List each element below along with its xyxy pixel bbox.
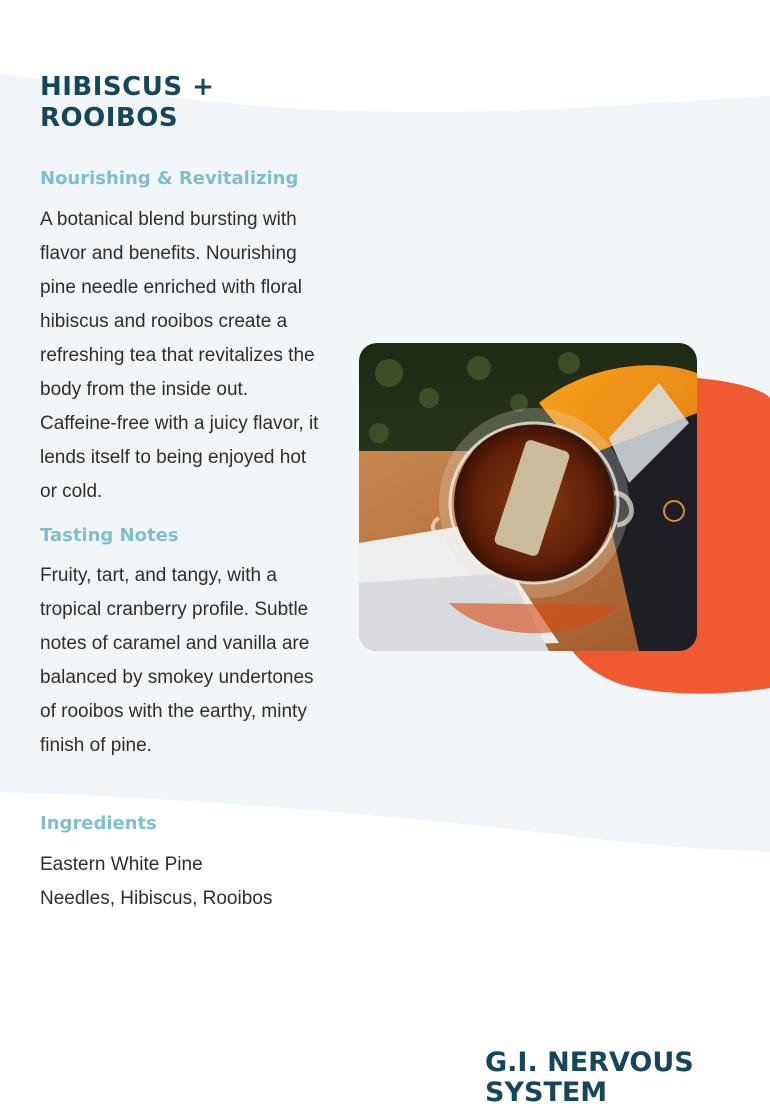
tasting-notes-text: Fruity, tart, and tangy, with a tropical cranberry profile. Subtle notes of caramel and vanilla are balanced by smokey undertones of rooibos with the earthy, minty finish of pine. [40, 565, 314, 756]
product-title: HIBISCUS + ROOIBOS [40, 72, 215, 133]
ingredients-heading: Ingredients [40, 813, 157, 834]
product-description: A botanical blend bursting with flavor and benefits. Nourishing pine needle enriched with floral hibiscus and rooibos create a refreshing tea that revitalizes the body from the inside out. Caffeine-free with a juicy flavor, it lends itself to being enjoyed hot or cold. [40, 209, 319, 502]
product-photo [359, 343, 697, 651]
product-subtitle: Nourishing & Revitalizing [40, 168, 299, 189]
next-section-title: G.I. NERVOUS SYSTEM [485, 1047, 694, 1108]
tasting-notes-heading: Tasting Notes [40, 525, 179, 546]
ingredients-text: Eastern White Pine Needles, Hibiscus, Rooibos [40, 854, 273, 909]
